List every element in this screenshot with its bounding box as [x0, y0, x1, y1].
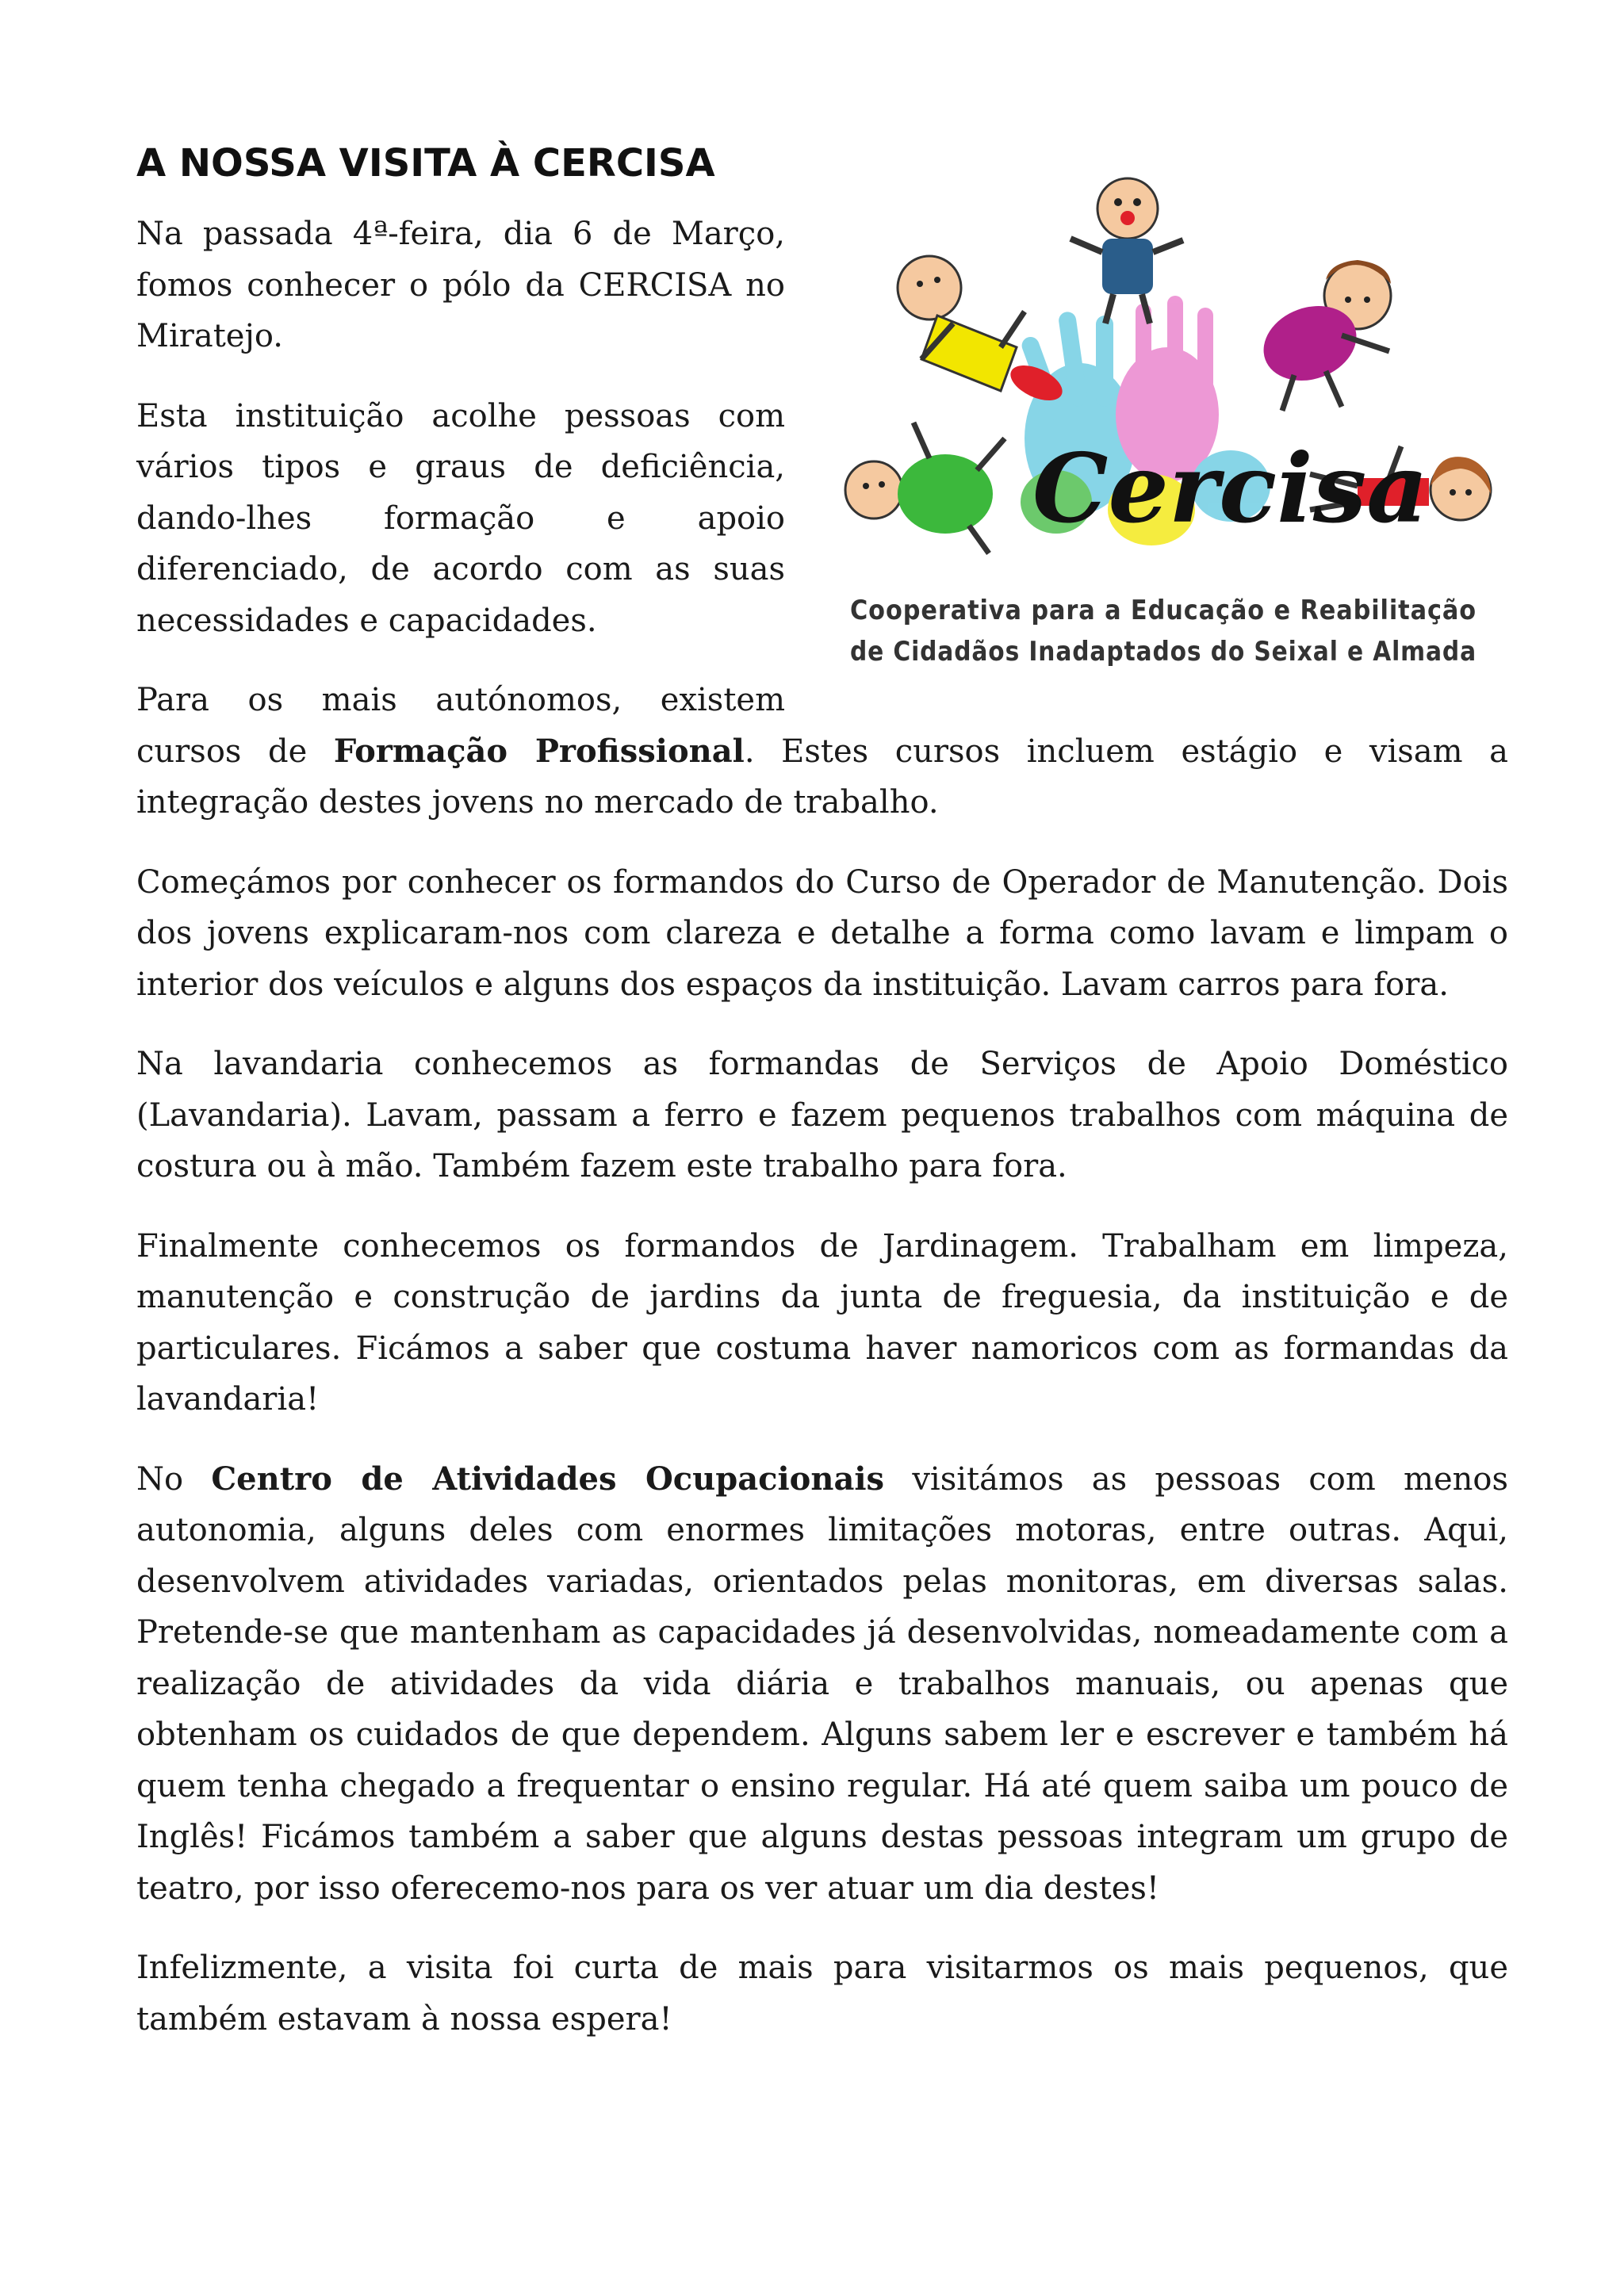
paragraph-text: visitámos as pessoas com menos autonomia, alguns deles com enormes limitações motoras, entre outras. Aqui, desenvolvem atividades variadas, orientados pelas monitoras, em diversas salas. Pretende-se que mantenham as capacidades já desenvolvidas, nomeadamente com a realização de atividades da vida diária e trabalhos manuais, ou apenas que obtenham os cuidados de que dependem. Alguns sabem ler e escrever e também há quem tenha chegado a frequentar o ensino regular. Há até quem saiba um pouco de Inglês! Ficámos também a saber que alguns destas pessoas integram um grupo de teatro, por isso oferecemo-nos para os ver atuar um dia destes! — [136, 1460, 1509, 1907]
paragraph-maintenance-course: Começámos por conhecer os formandos do Curso de Operador de Manutenção. Dois dos jovens explicaram-nos com clareza e detalhe a forma como lavam e limpam o interior dos veículos e alguns dos espaços da instituição. Lavam carros para fora. — [136, 863, 1508, 1003]
paragraph-text: . Estes cursos incluem estágio e visam a integração destes jovens no mercado de trabalho. — [136, 733, 1508, 821]
cercisa-logo — [818, 153, 1508, 683]
child-figure-magenta — [1253, 260, 1391, 411]
paragraph-intro: Na passada 4ª-feira, dia 6 de Março, fomos conhecer o pólo da CERCISA no Miratejo. — [136, 216, 785, 354]
bold-term-centro: Centro de Atividades Ocupacionais — [211, 1460, 885, 1498]
paragraph-text: No — [136, 1460, 212, 1498]
paragraph-laundry: Na lavandaria conhecemos as formandas de Serviços de Apoio Doméstico (Lavandaria). Lavam, passam a ferro e fazem pequenos trabalhos com máquina de costura ou à mão. Também fazem este trabalho para fora. — [136, 1046, 1508, 1184]
paragraph-closing: Infelizmente, a visita foi curta de mais para visitarmos os mais pequenos, que também estavam à nossa espera! — [136, 1950, 1508, 2038]
paragraph-institution: Esta instituição acolhe pessoas com vários tipos e graus de deficiência, dando-lhes formação e apoio diferenciado, de acordo com as suas necessidades e capacidades. — [136, 397, 785, 639]
brand-wordmark: Cercisa — [1032, 433, 1429, 545]
child-figure-top — [1071, 178, 1183, 323]
paragraph-professional-training — [136, 675, 1508, 828]
child-figure-green — [845, 423, 1005, 553]
child-figure-yellow — [898, 256, 1067, 408]
bold-term-formacao: Formação Profissional — [333, 732, 745, 770]
cercisa-logo-illustration — [818, 153, 1508, 683]
page-title: A NOSSA VISITA À CERCISA — [136, 141, 715, 186]
paragraph-text: Para os mais autónomos, existem cursos de — [136, 682, 785, 770]
paragraph-gardening: Finalmente conhecemos os formandos de Jardinagem. Trabalham em limpeza, manutenção e construção de jardins da junta de freguesia, da instituição e de particulares. Ficámos a saber que costuma haver namoricos com as formandas da lavandaria! — [136, 1227, 1508, 1418]
paragraph-occupational-centre — [136, 1454, 1508, 1915]
logo-caption-line2: de Cidadãos Inadaptados do Seixal e Almada — [850, 636, 1477, 668]
logo-caption-line1: Cooperativa para a Educação e Reabilitação — [850, 595, 1477, 626]
